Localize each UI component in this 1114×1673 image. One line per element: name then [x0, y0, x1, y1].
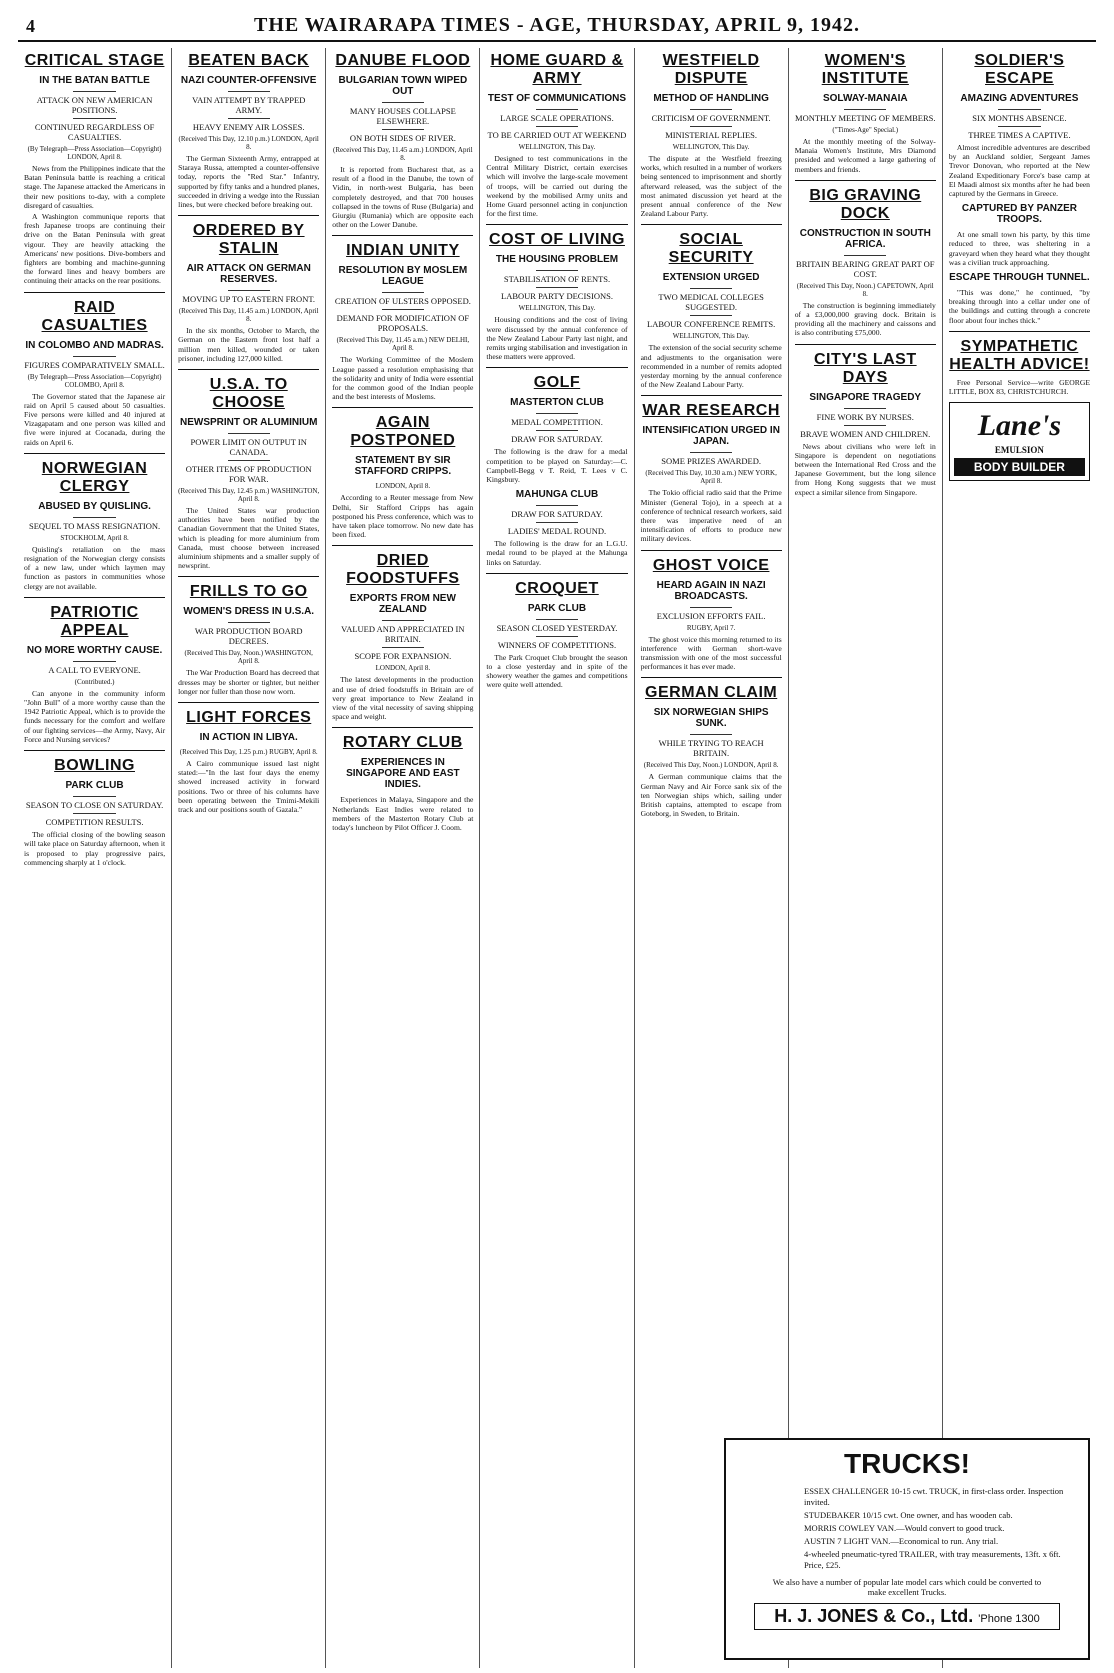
article-subheading: TWO MEDICAL COLLEGES SUGGESTED.: [658, 292, 764, 313]
article-paragraph: The German Sixteenth Army, entrapped at Staraya Russa, attempted a counter-offensive today, reports the "Red Star." Infantry, supported by fifty tanks and a hundred planes, succeeded in driving a wedge into the Russian lines, but were checked before breaking out.: [178, 154, 320, 210]
article-paragraph: Quisling's retaliation on the mass resignation of the Norwegian clergy consists of a new law, under which laymen may function as pastors in communities whose clergy are not available.: [24, 544, 166, 591]
article-byline: (By Telegraph—Press Association—Copyright) LONDON, April 8.: [27, 145, 162, 161]
article: [332, 545, 473, 721]
article-subheading: SEASON CLOSED YESTERDAY.: [496, 622, 618, 633]
trucks-advertisement: [724, 1438, 1090, 1660]
article: [332, 235, 473, 401]
article-subheading: RESOLUTION BY MOSLEM LEAGUE: [338, 265, 468, 288]
article: [641, 395, 782, 543]
article-subheading: FINE WORK BY NURSES.: [816, 411, 914, 422]
subheading-rule: [228, 290, 270, 291]
article-headline: GOLF: [533, 374, 581, 392]
article-subheading: NO MORE WORTHY CAUSE.: [26, 644, 163, 656]
trucks-item: STUDEBAKER 10/15 cwt. One owner, and has wooden cab.: [804, 1510, 1013, 1520]
subheading-rule: [228, 91, 270, 92]
article: [949, 331, 1090, 396]
article-subheading: SOLWAY-MANAIA: [822, 93, 908, 104]
subheading-rule: [73, 661, 115, 662]
article-byline: STOCKHOLM, April 8.: [60, 533, 129, 542]
article-byline: WELLINGTON, This Day.: [672, 332, 750, 341]
subheading-rule: [73, 796, 115, 797]
trucks-item: MORRIS COWLEY VAN.—Would convert to good truck.: [804, 1523, 1005, 1533]
article-subheading: VAIN ATTEMPT BY TRAPPED ARMY.: [192, 95, 306, 115]
article-divider: [486, 367, 627, 368]
column-3: [326, 48, 480, 1668]
article-subheading: POWER LIMIT ON OUTPUT IN CANADA.: [190, 437, 307, 458]
article-byline: (Received This Day, Noon.) WASHINGTON, April 8.: [184, 649, 313, 666]
subheading-rule: [998, 126, 1040, 127]
article: [641, 677, 782, 818]
columns-container: [18, 48, 1096, 1668]
article-subheading: FIGURES COMPARATIVELY SMALL.: [24, 359, 165, 370]
article-divider: [24, 750, 165, 751]
article-subheading: CREATION OF ULSTERS OPPOSED.: [334, 296, 471, 307]
article-subheading: DRAW FOR SATURDAY.: [511, 509, 603, 520]
article-subheading: HEARD AGAIN IN NAZI BROADCASTS.: [656, 579, 766, 602]
subheading-rule: [536, 413, 578, 414]
article-paragraph: News about civilians who were left in Singapore is dependent on negotiations between the International Red Cross and the Japanese Government, but the long silence from Hong Kong suggests that we must expect a similar silence from Singapore.: [794, 441, 936, 497]
subheading-rule: [690, 452, 732, 453]
article: [486, 573, 627, 690]
article-headline: BIG GRAVING DOCK: [809, 186, 922, 222]
article-subheading: CRITICISM OF GOVERNMENT.: [651, 113, 771, 123]
article-divider: [178, 576, 319, 577]
article-subheading: SEQUEL TO MASS RESIGNATION.: [29, 520, 161, 531]
article: [24, 597, 165, 744]
article-headline: NORWEGIAN CLERGY: [41, 459, 148, 495]
article-paragraph: The War Production Board has decreed that dresses may be shorter or tighter, but neither longer nor fuller than those now worn.: [178, 668, 320, 696]
article-headline: GHOST VOICE: [652, 556, 770, 574]
article-paragraph: Almost incredible adventures are described by an Auckland soldier, Sergeant James Trevor Donovan, who reported at the New Zealand Expeditionary Force's base camp at El Maadi almost six months after he had been captured by the Germans in Greece.: [948, 143, 1090, 199]
article-subheading: CONSTRUCTION IN SOUTH AFRICA.: [799, 227, 931, 250]
trucks-item-list: [734, 1486, 1080, 1571]
subheading-rule: [690, 607, 732, 608]
article-subheading: LARGE SCALE OPERATIONS.: [500, 113, 614, 123]
article: [795, 180, 936, 338]
column-7: [943, 48, 1096, 1668]
article-subheading: BULGARIAN TOWN WIPED OUT: [338, 75, 468, 97]
article: [178, 52, 319, 209]
article-subheading: COMPETITION RESULTS.: [45, 817, 144, 828]
subheading-rule: [536, 505, 578, 506]
article-paragraph: The Working Committee of the Moslem League passed a resolution emphasising that the solidarity and unity of India were essential for the common good of the Indian people and the best interests of Moslems.: [332, 355, 474, 402]
article-subheading: ABUSED BY QUISLING.: [38, 500, 151, 512]
article: [949, 272, 1090, 325]
page-number: 4: [26, 16, 35, 36]
subheading-rule: [228, 433, 270, 434]
article-divider: [178, 702, 319, 703]
article-headline: WAR RESEARCH: [642, 402, 780, 420]
article-paragraph: The Tokio official radio said that the Prime Minister (General Tojo), in a speech at a conference of technical research workers, said there was imperative need of an intensification of efforts to produce new military devices.: [640, 488, 782, 544]
article-headline: INDIAN UNITY: [346, 242, 460, 260]
article: [24, 750, 165, 867]
article-headline: HOME GUARD & ARMY: [490, 52, 624, 87]
article-paragraph: At the monthly meeting of the Solway-Manaia Women's Institute, Mrs Diamond presided and welcomed a large gathering of members and friends.: [794, 137, 936, 174]
trucks-footer: We also have a number of popular late model cars which could be converted to make excellent Trucks.: [772, 1577, 1042, 1597]
article-subheading: VALUED AND APPRECIATED IN BRITAIN.: [341, 624, 465, 645]
article-headline: SYMPATHETIC HEALTH ADVICE!: [949, 337, 1090, 373]
subheading-rule: [690, 734, 732, 735]
subheading-rule: [536, 126, 578, 127]
trucks-item: ESSEX CHALLENGER 10-15 cwt. TRUCK, in first-class order. Inspection invited.: [804, 1486, 1064, 1507]
trucks-title: TRUCKS!: [844, 1448, 970, 1479]
article-paragraph: According to a Reuter message from New Delhi, Sir Stafford Cripps has again postponed his Press conference, which was to have taken place tomorrow. No new date has been fixed.: [332, 493, 474, 540]
article-paragraph: Can anyone in the community inform "John Bull" of a more worthy cause than the 1942 Patriotic Appeal, which is to provide the funds necessary for the comfort and welfare of our fighting services—the Army, Navy, Air Force and Nursing services?: [24, 688, 166, 744]
article-paragraph: Housing conditions and the cost of living were discussed by the annual conference of the New Zealand Labour Party last night, and remits urging stabilisation and investigation in these matters were approved.: [486, 315, 628, 362]
column-6: [789, 48, 943, 1668]
article-headline: FRILLS TO GO: [189, 583, 308, 601]
article-paragraph: The following is the draw for a medal competition to be played on Saturday:—C. Campbell-Begg v T. Reid, T. Lees v C. Kingsbury.: [486, 447, 628, 485]
subheading-rule: [844, 255, 886, 256]
article-headline: ROTARY CLUB: [342, 734, 463, 752]
article: [24, 453, 165, 591]
article-subheading: MAHUNGA CLUB: [515, 489, 599, 501]
article-subheading: METHOD OF HANDLING: [653, 93, 769, 104]
article-divider: [24, 292, 165, 293]
article-subheading: WOMEN'S DRESS IN U.S.A.: [183, 606, 315, 618]
subheading-rule: [536, 636, 578, 637]
article-byline: (Received This Day, 11.45 a.m.) NEW DELHI, April 8.: [336, 336, 470, 353]
article-subheading: SEASON TO CLOSE ON SATURDAY.: [25, 800, 164, 811]
article: [332, 727, 473, 832]
article-subheading: MASTERTON CLUB: [510, 397, 604, 409]
article-subheading: INTENSIFICATION URGED IN JAPAN.: [642, 425, 780, 448]
article-subheading: ON BOTH SIDES OF RIVER.: [349, 133, 456, 143]
lanes-logo: Lane's: [977, 409, 1062, 443]
article-byline: WELLINGTON, This Day.: [672, 143, 750, 151]
article-divider: [24, 453, 165, 454]
article: [641, 550, 782, 672]
subheading-rule: [536, 430, 578, 431]
article-subheading: SIX NORWEGIAN SHIPS SUNK.: [653, 707, 769, 730]
subheading-rule: [73, 517, 115, 518]
article: [24, 52, 165, 286]
article-subheading: THREE TIMES A CAPTIVE.: [968, 130, 1071, 140]
article-headline: U.S.A. TO CHOOSE: [209, 376, 288, 412]
article-subheading: BRITAIN BEARING GREAT PART OF COST.: [796, 258, 935, 279]
article-subheading: SIX MONTHS ABSENCE.: [972, 113, 1067, 123]
article-subheading: HEAVY ENEMY AIR LOSSES.: [192, 122, 305, 132]
subheading-rule: [690, 315, 732, 316]
article-headline: CROQUET: [515, 579, 599, 597]
column-4: [480, 48, 634, 1668]
article: [949, 203, 1090, 267]
article-headline: BEATEN BACK: [188, 52, 310, 69]
article-byline: (Received This Day, 12.10 p.m.) LONDON, April 8.: [178, 135, 319, 151]
article-subheading: PARK CLUB: [527, 602, 587, 614]
article-subheading: AIR ATTACK ON GERMAN RESERVES.: [186, 263, 311, 286]
firm-name: H. J. JONES & Co., Ltd.: [774, 1606, 974, 1626]
article-headline: SOLDIER'S ESCAPE: [974, 52, 1065, 87]
article-headline: GERMAN CLAIM: [645, 684, 778, 702]
subheading-rule: [998, 109, 1040, 110]
article-byline: (By Telegraph—Press Association—Copyright) COLOMBO, April 8.: [27, 372, 162, 389]
subheading-rule: [382, 102, 424, 103]
article-divider: [949, 331, 1090, 332]
article: [486, 224, 627, 361]
article-divider: [641, 677, 782, 678]
article-subheading: NEWSPRINT OR ALUMINIUM: [180, 417, 318, 429]
article-paragraph: The United States war production authorities have been notified by the Canadian Government that the United States, which is pleading for more aluminium from Canada, must choose between increased aluminium shipments and a smaller supply of newsprint.: [178, 506, 320, 571]
article-headline: CRITICAL STAGE: [24, 52, 165, 69]
subheading-rule: [536, 109, 578, 110]
article-paragraph: The extension of the social security scheme and adjustments to the organisation were recommended in a number of remits adopted yesterday morning by the annual conference of the New Zealand Labour Party.: [640, 343, 782, 390]
article-paragraph: The latest developments in the production and use of dried foodstuffs in Britain are of very great importance to New Zealand in view of the vital necessity of saving shipping space and weight.: [332, 675, 474, 722]
article-subheading: MINISTERIAL REPLIES.: [665, 130, 758, 140]
article-headline: DRIED FOODSTUFFS: [346, 552, 460, 588]
subheading-rule: [382, 620, 424, 621]
article-paragraph: "This was done," he continued, "by breaking through into a cellar under one of the buildings and cutting through a concrete floor about four inches thick.": [948, 288, 1090, 325]
article-subheading: NAZI COUNTER-OFFENSIVE: [180, 75, 317, 86]
article-paragraph: A Washington communique reports that fresh Japanese troops are continuing their drive on the Batan Peninsula with great vigour. They are heavily attacking the Americans' new positions. Dive-bombers and fighters are bombing and machine-gunning the forward lines and heavy bombers are continuing their attacks on the rear positions.: [24, 212, 166, 286]
masthead: [18, 10, 1096, 42]
article-subheading: EXTENSION URGED: [662, 272, 760, 284]
article-headline: AGAIN POSTPONED: [350, 414, 456, 450]
article-byline: WELLINGTON, This Day.: [518, 143, 596, 151]
subheading-rule: [382, 309, 424, 310]
article-subheading: DRAW FOR SATURDAY.: [511, 434, 603, 445]
subheading-rule: [73, 91, 115, 92]
article-subheading: SOME PRIZES AWARDED.: [661, 456, 761, 467]
article-headline: BOWLING: [54, 757, 135, 775]
article-paragraph: A German communique claims that the German Navy and Air Force sank six of the ten Norwegian ships which, sailing under British captains, attempted to escape from Goteborg, in Sweden, to Britain.: [640, 772, 782, 819]
article-divider: [641, 224, 782, 225]
article-headline: LIGHT FORCES: [186, 709, 312, 727]
column-1: [18, 48, 172, 1668]
trucks-item: AUSTIN 7 LIGHT VAN.—Economical to run. Any trial.: [804, 1536, 999, 1546]
article-subheading: AMAZING ADVENTURES: [960, 93, 1079, 104]
article-subheading: MEDAL COMPETITION.: [511, 417, 603, 428]
article-subheading: MOVING UP TO EASTERN FRONT.: [182, 294, 316, 305]
article-subheading: BRAVE WOMEN AND CHILDREN.: [800, 428, 931, 439]
article-subheading: DEMAND FOR MODIFICATION OF PROPOSALS.: [336, 313, 470, 334]
article: [795, 344, 936, 497]
article: [332, 52, 473, 229]
subheading-rule: [844, 408, 886, 409]
article-paragraph: It is reported from Bucharest that, as a result of a flood in the Danube, the town of Vidin, in north-west Bulgaria, has been completely destroyed, and that 700 houses collapsed in the towns of Ruse (Bulgaria) and Giurgiu (Rumania) which are opposite each other on the Lower Danube.: [332, 165, 474, 230]
article: [332, 407, 473, 539]
article-headline: WOMEN'S INSTITUTE: [821, 52, 909, 87]
article-divider: [641, 395, 782, 396]
article-paragraph: A Cairo communique issued last night stated:—"In the last four days the enemy showed increased activity in forward positions. Two or three of his columns have been operating between the Tmimi-Mekili track and our positions south of Gazala.": [178, 759, 320, 815]
subheading-rule: [690, 109, 732, 110]
article-subheading: MONTHLY MEETING OF MEMBERS.: [795, 113, 936, 123]
article-subheading: ESCAPE THROUGH TUNNEL.: [949, 272, 1090, 284]
article-subheading: SINGAPORE TRAGEDY: [809, 391, 922, 403]
subheading-rule: [228, 622, 270, 623]
article-divider: [332, 545, 473, 546]
article-divider: [641, 550, 782, 551]
article: [178, 702, 319, 814]
article-subheading: STATEMENT BY SIR STAFFORD CRIPPS.: [354, 455, 452, 478]
article-subheading: IN COLOMBO AND MADRAS.: [25, 339, 164, 351]
article-subheading: IN THE BATAN BATTLE: [39, 75, 150, 86]
subheading-rule: [73, 356, 115, 357]
article-subheading: STABILISATION OF RENTS.: [503, 274, 611, 285]
article-paragraph: The dispute at the Westfield freezing works, which resulted in a number of workers being sentenced to imprisonment and shortly afterward released, was the subject of the most animated discussion yet heard at the present annual conference of the New Zealand Labour Party.: [640, 154, 782, 219]
article-paragraph: The construction is beginning immediately of a £3,000,000 graving dock. Britain is providing all the machinery and caissons and is also contributing £75,000.: [794, 300, 936, 338]
subheading-rule: [844, 109, 886, 110]
article-paragraph: The Governor stated that the Japanese air raid on April 5 caused about 50 casualties. Five persons were killed and 40 injured at Vizagapatam and one person was killed and five were injured at Cocanada, during the raids on April 6.: [24, 391, 166, 447]
article-subheading: CAPTURED BY PANZER TROOPS.: [961, 203, 1078, 226]
article-headline: COST OF LIVING: [489, 231, 625, 249]
article-byline: LONDON, April 8.: [375, 664, 431, 673]
article-paragraph: Designed to test communications in the Central Military District, certain exercises which will involve the large-scale movement of troops, will be carried out during the weekend by the mobilised Army units and Home Guard personnel acting in conjunction for the first time.: [486, 154, 628, 219]
article: [641, 52, 782, 218]
article-headline: PATRIOTIC APPEAL: [50, 603, 139, 639]
article-subheading: EXPERIENCES IN SINGAPORE AND EAST INDIES.: [346, 757, 460, 791]
subheading-rule: [844, 425, 886, 426]
article-headline: DANUBE FLOOD: [335, 52, 471, 69]
newspaper-title: THE WAIRARAPA TIMES - AGE, THURSDAY, APRIL 9, 1942.: [254, 13, 860, 36]
article-subheading: TEST OF COMMUNICATIONS: [487, 93, 627, 104]
article-divider: [795, 344, 936, 345]
article-byline: LONDON, April 8.: [375, 482, 431, 491]
article: [795, 52, 936, 174]
lanes-subtitle: EMULSION: [994, 445, 1044, 456]
article-subheading: IN ACTION IN LIBYA.: [199, 732, 298, 744]
subheading-rule: [382, 129, 424, 130]
subheading-rule: [382, 647, 424, 648]
article-paragraph: Free Personal Service—write GEORGE LITTLE, BOX 83, CHRISTCHURCH.: [948, 377, 1090, 397]
article-headline: ORDERED BY STALIN: [192, 222, 305, 258]
article-subheading: EXCLUSION EFFORTS FAIL.: [656, 610, 766, 621]
article-paragraph: The official closing of the bowling season will take place on Saturday afternoon, when it is proposed to play progressive pairs, commencing sharply at 1 o'clock.: [24, 830, 166, 867]
trucks-item: 4-wheeled pneumatic-tyred TRAILER, with tray measurements, 13ft. x 6ft. Price, £25.: [804, 1549, 1061, 1570]
subheading-rule: [690, 288, 732, 289]
article-divider: [332, 407, 473, 408]
article-byline: (Received This Day, 12.45 p.m.) WASHINGTON, April 8.: [178, 487, 320, 504]
article-paragraph: The ghost voice this morning returned to its interference with German short-wave transmission with one of the most successful performances it has ever made.: [640, 634, 782, 672]
article-headline: CITY'S LAST DAYS: [813, 350, 917, 386]
article-divider: [486, 224, 627, 225]
firm-phone: 'Phone 1300: [978, 1613, 1040, 1625]
subheading-rule: [228, 118, 270, 119]
article-subheading: PARK CLUB: [65, 780, 124, 792]
article-byline: (Received This Day, Noon.) LONDON, April 8.: [643, 761, 779, 770]
article: [486, 52, 627, 218]
article-subheading: MANY HOUSES COLLAPSE ELSEWHERE.: [349, 106, 456, 126]
article-subheading: ATTACK ON NEW AMERICAN POSITIONS.: [36, 95, 153, 115]
article-subheading: CONTINUED REGARDLESS OF CASUALTIES.: [34, 122, 155, 142]
article-byline: (Received This Day, 1.25 p.m.) RUGBY, April 8.: [179, 748, 318, 757]
article-subheading: WHILE TRYING TO REACH BRITAIN.: [658, 738, 764, 759]
article-divider: [332, 235, 473, 236]
article: [641, 224, 782, 389]
article-subheading: OTHER ITEMS OF PRODUCTION FOR WAR.: [185, 464, 312, 485]
article-divider: [486, 573, 627, 574]
article-paragraph: The following is the draw for an L.G.U. medal round to be played at the Mahunga links on Saturday.: [486, 539, 628, 567]
article-divider: [178, 215, 319, 216]
article-divider: [795, 180, 936, 181]
article-subheading: LADIES' MEDAL ROUND.: [507, 526, 607, 537]
article-paragraph: The Park Croquet Club brought the season to a close yesterday and in spite of the showery weather the games and competitions were quite well attended.: [486, 652, 628, 690]
subheading-rule: [536, 522, 578, 523]
subheading-rule: [73, 118, 115, 119]
article-subheading: A CALL TO EVERYONE.: [48, 664, 141, 675]
article-paragraph: At one small town his party, by this time reduced to three, was sheltering in a graveyard when they heard what they thought was a civilian truck approaching.: [948, 230, 1090, 267]
article-paragraph: Experiences in Malaya, Singapore and the Netherlands East Indies were related to members of the Masterton Rotary Club at today's luncheon by Pilot Officer J. Coom.: [332, 795, 474, 833]
article-byline: RUGBY, April 7.: [686, 623, 736, 632]
article-subheading: WAR PRODUCTION BOARD DECREES.: [194, 626, 303, 647]
article-subheading: LABOUR PARTY DECISIONS.: [501, 291, 613, 302]
article-byline: (Received This Day, Noon.) CAPETOWN, April 8.: [796, 281, 934, 298]
article: [486, 489, 627, 567]
article: [949, 52, 1090, 198]
article-subheading: THE HOUSING PROBLEM: [495, 254, 619, 266]
article-byline: (Received This Day, 11.45 a.m.) LONDON, April 8.: [178, 307, 319, 324]
article-byline: (Received This Day, 11.45 a.m.) LONDON, April 8.: [332, 146, 473, 162]
article-subheading: WINNERS OF COMPETITIONS.: [497, 639, 617, 650]
article-divider: [332, 727, 473, 728]
subheading-rule: [536, 619, 578, 620]
article-divider: [178, 369, 319, 370]
article-byline: (Contributed.): [74, 677, 115, 686]
subheading-rule: [690, 126, 732, 127]
article: [24, 292, 165, 447]
column-2: [172, 48, 326, 1668]
subheading-rule: [228, 460, 270, 461]
lanes-emulsion-advertisement: [949, 402, 1090, 481]
article-byline: WELLINGTON, This Day.: [518, 304, 596, 313]
article-subheading: SCOPE FOR EXPANSION.: [354, 651, 452, 662]
subheading-rule: [73, 813, 115, 814]
column-5: [635, 48, 789, 1668]
subheading-rule: [536, 287, 578, 288]
article-paragraph: In the six months, October to March, the German on the Eastern front lost half a million men killed, wounded or taken prisoner, including 127,000 killed.: [178, 326, 320, 363]
article-subheading: TO BE CARRIED OUT AT WEEKEND: [487, 130, 627, 140]
article-paragraph: News from the Philippines indicate that the Batan Peninsula battle is reaching a critical stage. The Japanese attacked the Americans in their new positions to-day, with a complete disregard of casualties.: [24, 164, 166, 210]
subheading-rule: [382, 292, 424, 293]
article: [178, 369, 319, 570]
article-byline: ("Times-Age" Special.): [832, 126, 899, 134]
article: [486, 367, 627, 484]
subheading-rule: [536, 270, 578, 271]
article-headline: SOCIAL SECURITY: [668, 231, 754, 267]
article: [178, 576, 319, 696]
article-subheading: EXPORTS FROM NEW ZEALAND: [349, 593, 456, 616]
article: [178, 215, 319, 363]
trucks-firm: [754, 1603, 1060, 1630]
article-subheading: LABOUR CONFERENCE REMITS.: [647, 319, 776, 330]
article-headline: WESTFIELD DISPUTE: [662, 52, 760, 87]
article-headline: RAID CASUALTIES: [41, 298, 148, 334]
article-byline: (Received This Day, 10.30 a.m.) NEW YORK, April 8.: [645, 469, 777, 486]
article-divider: [24, 597, 165, 598]
lanes-tagline: BODY BUILDER: [954, 458, 1085, 476]
